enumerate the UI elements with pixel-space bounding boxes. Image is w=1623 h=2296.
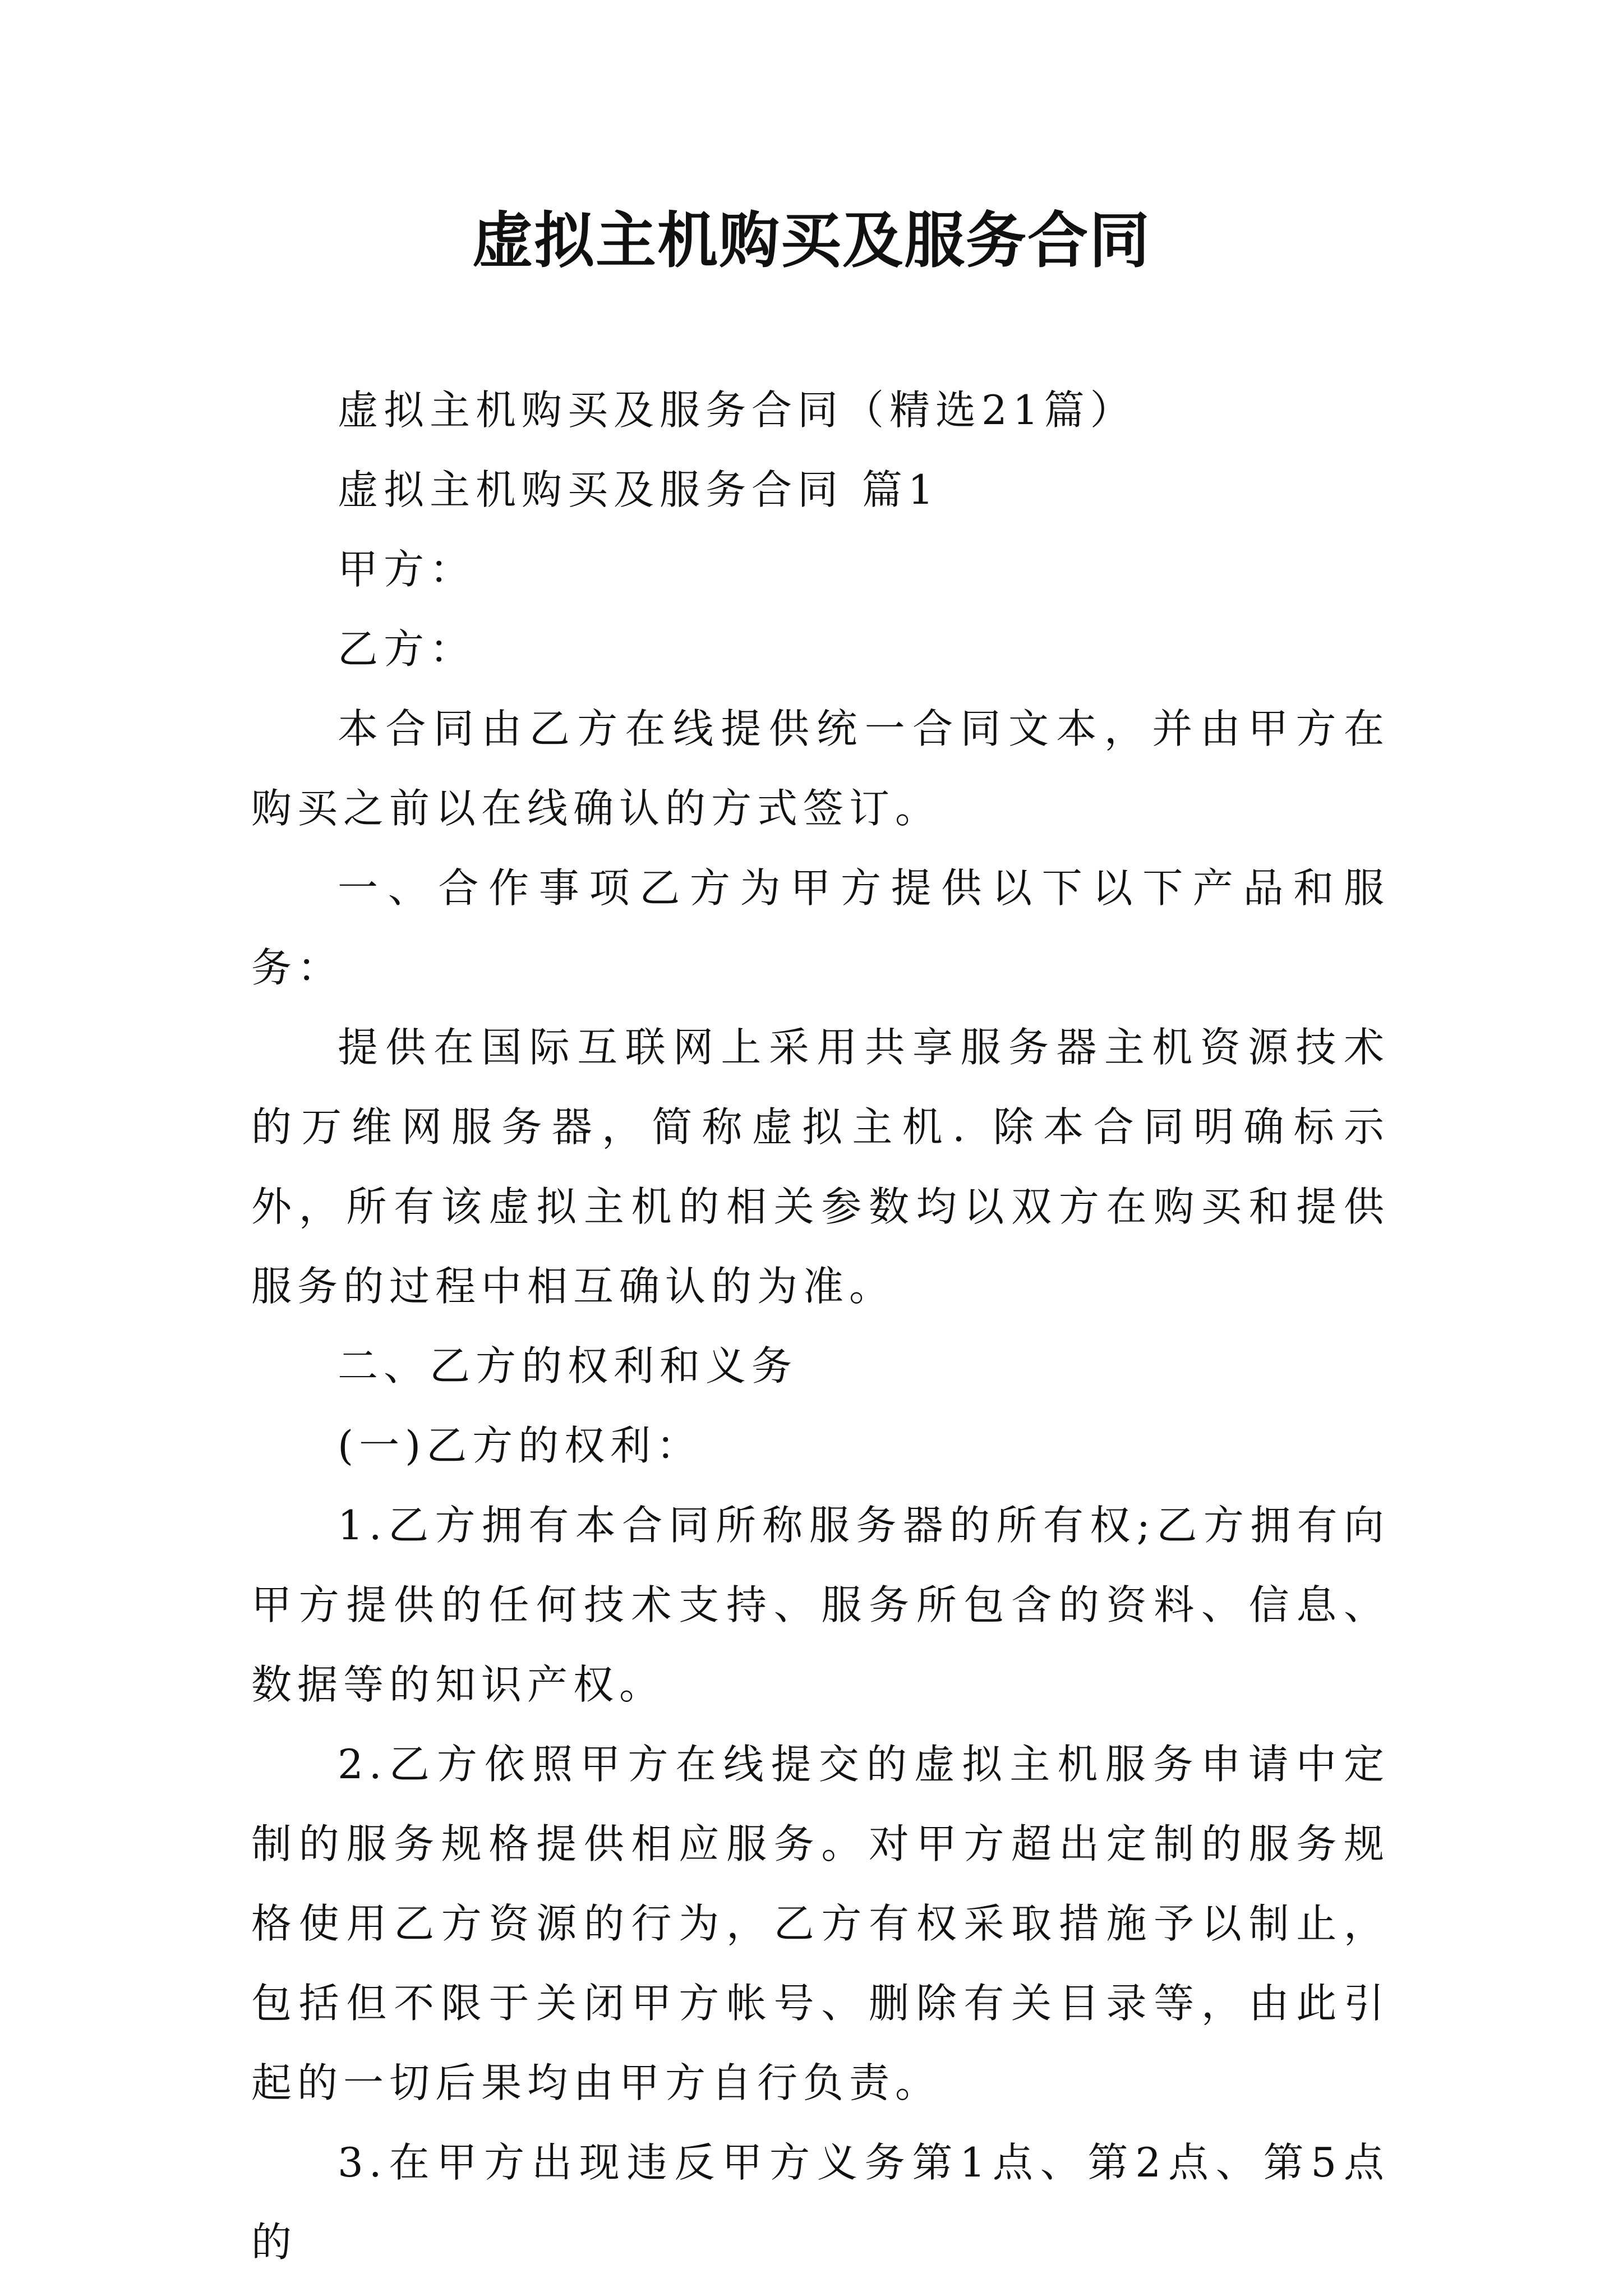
paragraph-section-heading: 虚拟主机购买及服务合同 篇1 [338, 466, 939, 513]
paragraph-clause-1: 一、合作事项乙方为甲方提供以下以下产品和服务： [251, 864, 1390, 991]
paragraph-subtitle: 虚拟主机购买及服务合同（精选21篇） [338, 386, 1136, 434]
paragraph-service-description: 提供在国际互联网上采用共享服务器主机资源技术的万维网服务器，简称虚拟主机. 除本合同明确标示外，所有该虚拟主机的相关参数均以双方在购买和提供服务的过程中相互确认的为准。 [251, 1024, 1390, 1310]
paragraph-intro: 本合同由乙方在线提供统一合同文本，并由甲方在购买之前以在线确认的方式签订。 [251, 705, 1390, 832]
document-body [251, 370, 1390, 2282]
paragraph-party-b: 乙方： [338, 625, 476, 673]
paragraph-party-a: 甲方： [338, 546, 476, 593]
paragraph-item-3: 3.在甲方出现违反甲方义务第1点、第2点、第5点的 [251, 2139, 1390, 2266]
paragraph-clause-2: 二、乙方的权利和义务 [338, 1342, 798, 1389]
paragraph-item-1: 1.乙方拥有本合同所称服务器的所有权;乙方拥有向甲方提供的任何技术支持、服务所包含的资料、信息、数据等的知识产权。 [251, 1502, 1390, 1708]
document-title: 虚拟主机购买及服务合同 [472, 206, 1151, 276]
paragraph-subclause-rights: (一)乙方的权利： [338, 1422, 703, 1469]
paragraph-item-2: 2.乙方依照甲方在线提交的虚拟主机服务申请中定制的服务规格提供相应服务。对甲方超出定制的服务规格使用乙方资源的行为，乙方有权采取措施予以制止，包括但不限于关闭甲方帐号、删除有关目录等，由此引起的一切后果均由甲方自行负责。 [251, 1741, 1390, 2106]
